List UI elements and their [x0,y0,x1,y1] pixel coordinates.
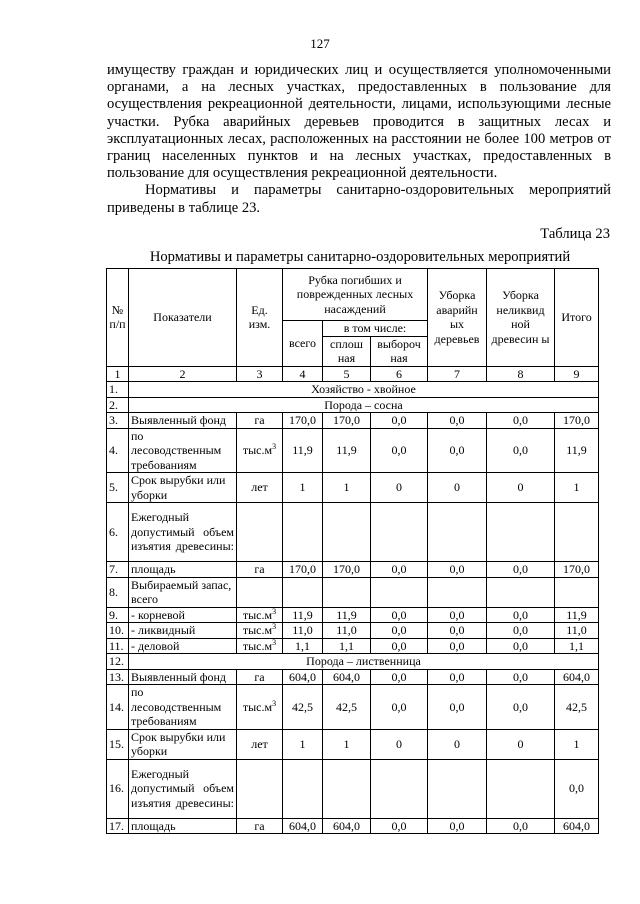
header-total-all: всего [283,321,323,367]
row-label: Ежегодный допустимый объем изъятия древесины: [129,759,237,818]
table-row [107,759,599,818]
value-cell [283,503,323,562]
row-label: Срок вырубки или уборки [129,729,237,759]
row-number: 17. [107,818,129,834]
column-number-cell: 2 [129,366,237,382]
row-label: площадь [129,818,237,834]
value-cell: 0,0 [428,638,487,654]
value-cell: 604,0 [555,669,599,685]
body-text [107,62,611,217]
value-cell: 0,0 [428,669,487,685]
value-cell: 0,0 [428,428,487,473]
value-cell: 604,0 [323,669,371,685]
header-incl: в том числе: [323,321,428,337]
value-cell [555,503,599,562]
value-cell: 0,0 [371,638,428,654]
value-cell: 11,9 [555,607,599,623]
value-cell: 0,0 [487,818,555,834]
value-cell [555,577,599,607]
value-cell: 1,1 [283,638,323,654]
value-cell: 42,5 [323,685,371,730]
table-row [107,729,599,759]
table-row [107,428,599,473]
table-row [107,685,599,730]
row-unit: $тыс.м^3$ [237,623,283,639]
paragraph-1: имуществу граждан и юридических лиц и осуществляется уполномоченными органами, а на лесных участках, предоставленных в пользование для осуществления рекреационной деятельности, лицами, использующими лесные участки. Рубка аварийных деревьев проводится в защитных лесах и эксплуатационных лесах, расположенных на расстоянии не более 100 метров от границ населенных пунктов и на лесных участках, предоставленных в пользование для осуществления рекреационной деятельности. [107,62,611,182]
value-cell [371,759,428,818]
row-label: Выявленный фонд [129,413,237,429]
table-row [107,562,599,578]
row-label: Выбираемый запас, всего [129,577,237,607]
unit-superscript: 3 [272,442,277,451]
row-number: 2. [107,397,129,413]
table-row [107,607,599,623]
value-cell: 604,0 [555,818,599,834]
row-label: - корневой [129,607,237,623]
value-cell: 0,0 [428,623,487,639]
row-unit [237,759,283,818]
value-cell: 0 [487,473,555,503]
row-unit: $тыс.м^3$ [237,428,283,473]
section-title: Хозяйство - хвойное [129,382,599,398]
value-cell: 0 [371,729,428,759]
header-total: Итого [555,269,599,367]
row-unit: лет [237,473,283,503]
value-cell: 0,0 [371,623,428,639]
value-cell: 170,0 [555,413,599,429]
value-cell: 0,0 [428,685,487,730]
row-number: 5. [107,473,129,503]
row-number: 9. [107,607,129,623]
value-cell [323,577,371,607]
row-label: - деловой [129,638,237,654]
value-cell [283,759,323,818]
value-cell [323,503,371,562]
row-label: по лесоводственным требованиям [129,428,237,473]
column-number-cell: 7 [428,366,487,382]
value-cell: 170,0 [555,562,599,578]
table-body [107,269,599,834]
value-cell: 0,0 [555,759,599,818]
row-label: Срок вырубки или уборки [129,473,237,503]
value-cell: 1,1 [555,638,599,654]
value-cell: 0,0 [487,607,555,623]
section-row [107,654,599,670]
table-title: Нормативы и параметры санитарно-оздоровительных мероприятий [149,249,571,265]
value-cell: 0,0 [428,607,487,623]
row-label: по лесоводственным требованиям [129,685,237,730]
unit-superscript: 3 [272,622,277,631]
row-number: 10. [107,623,129,639]
value-cell: 1 [555,473,599,503]
value-cell: 0,0 [371,428,428,473]
value-cell: 0,0 [371,562,428,578]
row-number: 12. [107,654,129,670]
header-group: Рубка погибших и поврежденных лесных насаждений [283,269,428,321]
row-label: площадь [129,562,237,578]
column-number-cell: 9 [555,366,599,382]
value-cell: 42,5 [283,685,323,730]
value-cell [428,577,487,607]
section-title: Порода – лиственница [129,654,599,670]
value-cell: 42,5 [555,685,599,730]
unit-superscript: 3 [272,698,277,708]
value-cell: 170,0 [283,413,323,429]
value-cell: 0,0 [487,685,555,730]
value-cell: 0,0 [487,623,555,639]
section-title: Порода – сосна [129,397,599,413]
value-cell [487,577,555,607]
table-row [107,413,599,429]
unit-superscript: 3 [272,606,277,616]
header-indicator: Показатели [129,269,237,367]
header-select: выбороч ная [371,336,428,366]
column-number-cell: 3 [237,366,283,382]
row-number: 13. [107,669,129,685]
value-cell: 170,0 [323,413,371,429]
value-cell: 0,0 [428,562,487,578]
row-unit: лет [237,729,283,759]
row-number: 14. [107,685,129,730]
norms-table [106,268,599,834]
value-cell: 0 [371,473,428,503]
table-row [107,818,599,834]
table-row [107,669,599,685]
value-cell: 11,9 [283,607,323,623]
value-cell: 1 [555,729,599,759]
row-number: 8. [107,577,129,607]
value-cell: 11,0 [283,623,323,639]
row-number: 1. [107,382,129,398]
value-cell [371,503,428,562]
column-number-cell: 6 [371,366,428,382]
value-cell [371,577,428,607]
row-label: Ежегодный допустимый объем изъятия древесины: [129,503,237,562]
paragraph-2: Нормативы и параметры санитарно-оздоровительных мероприятий приведены в таблице 23. [107,182,611,216]
row-number: 4. [107,428,129,473]
table-label: Таблица 23 [540,226,610,242]
value-cell: 1 [283,729,323,759]
value-cell: 11,0 [323,623,371,639]
value-cell: 11,0 [555,623,599,639]
value-cell [323,759,371,818]
row-label: Выявленный фонд [129,669,237,685]
value-cell: 604,0 [283,818,323,834]
column-numbers-row [107,366,599,382]
value-cell: 604,0 [283,669,323,685]
row-label: - ликвидный [129,623,237,639]
value-cell: 0,0 [371,669,428,685]
value-cell: 11,9 [555,428,599,473]
row-number: 11. [107,638,129,654]
row-unit: $тыс.м^3$ [237,685,283,730]
value-cell: 1 [283,473,323,503]
value-cell [428,503,487,562]
value-cell: 0,0 [487,413,555,429]
value-cell: 0,0 [487,638,555,654]
value-cell: 0,0 [371,413,428,429]
section-row [107,397,599,413]
row-unit: $тыс.м^3$ [237,607,283,623]
column-number-cell: 1 [107,366,129,382]
row-number: 3. [107,413,129,429]
value-cell: 11,9 [283,428,323,473]
unit-superscript: 3 [272,637,277,647]
page-number: 127 [310,36,330,51]
row-unit: га [237,818,283,834]
value-cell: 0,0 [371,818,428,834]
value-cell [487,503,555,562]
column-number-cell: 8 [487,366,555,382]
header-unit: Ед. изм. [237,269,283,367]
value-cell: 1,1 [323,638,371,654]
value-cell: 604,0 [323,818,371,834]
value-cell [487,759,555,818]
table-row [107,623,599,639]
header-clear: сплош ная [323,336,371,366]
row-unit [237,503,283,562]
row-unit: га [237,562,283,578]
row-unit: га [237,669,283,685]
value-cell: 1 [323,473,371,503]
value-cell: 0,0 [371,685,428,730]
row-number: 6. [107,503,129,562]
value-cell: 0,0 [487,669,555,685]
row-number: 7. [107,562,129,578]
value-cell: 170,0 [283,562,323,578]
value-cell [283,577,323,607]
value-cell: 0,0 [487,562,555,578]
row-unit: $тыс.м^3$ [237,638,283,654]
value-cell: 11,9 [323,607,371,623]
value-cell: 0 [487,729,555,759]
header-emergency: Уборка аварийн ых деревьев [428,269,487,367]
column-number-cell: 4 [283,366,323,382]
section-row [107,382,599,398]
value-cell [428,759,487,818]
value-cell: 0 [428,729,487,759]
value-cell: 0,0 [428,818,487,834]
table-row [107,503,599,562]
value-cell: 0,0 [487,428,555,473]
value-cell: 0 [428,473,487,503]
row-number: 16. [107,759,129,818]
value-cell: 170,0 [323,562,371,578]
row-number: 15. [107,729,129,759]
header-illiquid: Уборка неликвид ной древесин ы [487,269,555,367]
table-row [107,473,599,503]
value-cell: 1 [323,729,371,759]
value-cell: 0,0 [371,607,428,623]
row-unit [237,577,283,607]
row-unit: га [237,413,283,429]
value-cell: 0,0 [428,413,487,429]
table-row [107,638,599,654]
header-num: № п/п [107,269,129,367]
table-row [107,577,599,607]
value-cell: 11,9 [323,428,371,473]
column-number-cell: 5 [323,366,371,382]
